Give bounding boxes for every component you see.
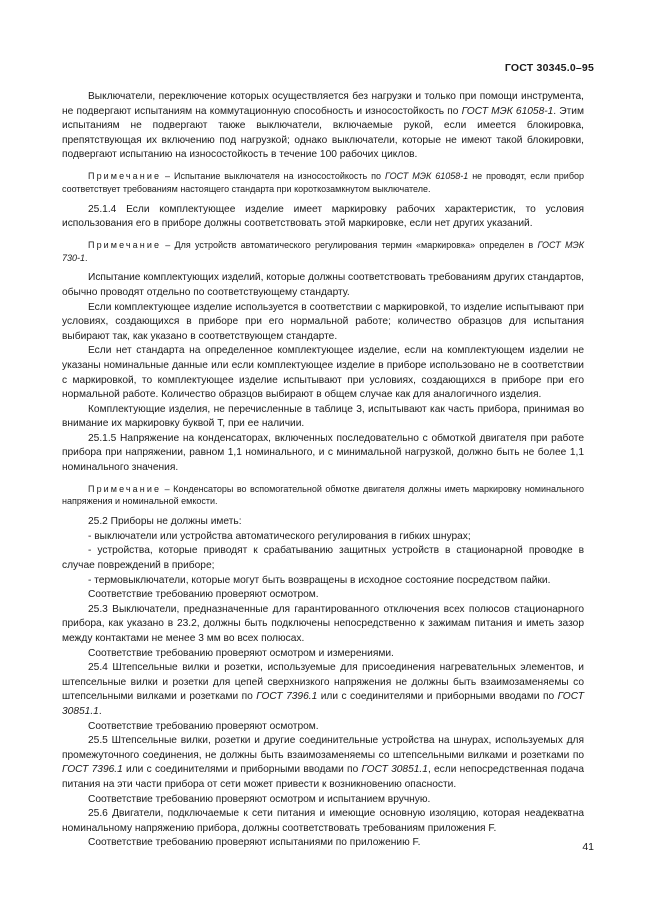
- paragraph-compliance: Соответствие требованию проверяют осмотром и измерениями.: [88, 647, 394, 659]
- note-label: Примечание: [88, 239, 162, 250]
- paragraph-25-4: 25.4 Штепсельные вилки и розетки, используемые для присоединения нагревательных элементов, и штепсельные вилки и розетки для цепей сверхнизкого напряжения не должны быть взаимозаменяемы со штепсельными вилками и розетками по ГОСТ 7396.1 или с соединителями и приборными вводами по ГОСТ 30851.1.: [62, 662, 584, 717]
- paragraph-25-5: 25.5 Штепсельные вилки, розетки и другие соединительные устройства на шнурах, используемых для промежуточного соединения, не должны быть взаимозаменяемы со штепсельными вилками и розетками по ГОСТ 7396.1 или с соединителями и приборными вводами по ГОСТ 30851.1, если непосредственная подача питания на эти части прибора от сети может привести к возникновению опасности.: [62, 735, 584, 790]
- note-label: Примечание: [88, 483, 162, 494]
- paragraph-no-standard: Если нет стандарта на определенное комплектующее изделие, если на комплектующем изделии не указаны номинальные данные или если комплектующее изделие в приборе использовано не в соответствии с маркировкой, то комплектующее изделие испытывают при условиях, создающихся в приборе при его нормальной работе. Количество образцов выбирают в общем случае как для аналогичного изделия.: [62, 345, 584, 401]
- paragraph-component-testing: Испытание комплектующих изделий, которые должны соответствовать требованиям других стандартов, обычно проводят отдельно по соответствующему стандарту.: [62, 272, 584, 298]
- paragraph-25-3: 25.3 Выключатели, предназначенные для гарантированного отключения всех полюсов стационарного прибора, как указано в 23.2, должны быть подключены непосредственно к зажимам питания и иметь зазор между контактами не менее 3 мм во всех полюсах.: [62, 603, 584, 644]
- standard-reference: ГОСТ 7396.1: [256, 691, 318, 703]
- note-label: Примечание: [88, 170, 162, 181]
- document-id-header: ГОСТ 30345.0–95: [504, 62, 594, 74]
- standard-reference: ГОСТ МЭК 61058-1: [385, 170, 469, 181]
- paragraph-compliance: Соответствие требованию проверяют испытаниями по приложению F.: [88, 837, 421, 849]
- paragraph-25-2: 25.2 Приборы не должны иметь:: [88, 516, 242, 528]
- list-item: - устройства, которые приводят к срабатыванию защитных устройств в стационарной проводке в случае повреждений в приборе;: [62, 545, 584, 572]
- paragraph-25-1-5: 25.1.5 Напряжение на конденсаторах, включенных последовательно с обмоткой двигателя при работе прибора при напряжении, равном 1,1 номинального, и с минимальной нагрузкой, должно быть не более 1,1 номинального значения.: [62, 432, 584, 474]
- list-item: - термовыключатели, которые могут быть возвращены в исходное состояние посредством пайки.: [88, 574, 551, 586]
- paragraph-25-6: 25.6 Двигатели, подключаемые к сети питания и имеющие основную изоляцию, которая неадекватна номинальному напряжению прибора, должны соответствовать требованиям приложения F.: [62, 808, 584, 834]
- paragraph-marked-component: Если комплектующее изделие используется в соответствии с маркировкой, то изделие испытывают при условиях, создающихся в приборе при его нормальной работе; количество образцов для испытания выбирают так, как указано в соответствующем стандарте.: [62, 301, 584, 342]
- standard-reference: ГОСТ 30851.1: [62, 691, 584, 717]
- paragraph-compliance: Соответствие требованию проверяют осмотром.: [88, 720, 319, 732]
- standard-reference: ГОСТ МЭК 730-1: [62, 239, 584, 263]
- list-item: - выключатели или устройства автоматического регулирования в гибких шнурах;: [88, 530, 471, 542]
- document-body: [62, 90, 584, 851]
- paragraph-table-3: Комплектующие изделия, не перечисленные в таблице 3, испытывают как часть прибора, принимая во внимание их маркировку буквой Т, при ее наличии.: [62, 403, 584, 430]
- page-number: 41: [582, 841, 594, 853]
- note-capacitors: Примечание – Конденсаторы во вспомогательной обмотке двигателя должны иметь маркировку номинального напряжения и номинальной емкости.: [62, 483, 584, 507]
- paragraph-compliance: Соответствие требованию проверяют осмотром.: [88, 589, 319, 601]
- standard-reference: ГОСТ МЭК 61058-1: [461, 105, 554, 117]
- note-endurance: Примечание – Испытание выключателя на износостойкость по ГОСТ МЭК 61058-1 не проводят, если прибор соответствует требованиям настоящего стандарта при короткозамкнутом выключателе.: [62, 170, 584, 194]
- note-marking: Примечание – Для устройств автоматического регулирования термин «маркировка» определен в ГОСТ МЭК 730-1.: [62, 239, 584, 263]
- paragraph-25-1-4: 25.1.4 Если комплектующее изделие имеет маркировку рабочих характеристик, то условия использования его в приборе должны соответствовать этой маркировке, если нет других указаний.: [62, 203, 584, 230]
- paragraph-compliance: Соответствие требованию проверяют осмотром и испытанием вручную.: [88, 793, 431, 805]
- standard-reference: ГОСТ 7396.1: [62, 764, 123, 776]
- standard-reference: ГОСТ 30851.1: [361, 764, 428, 776]
- paragraph-switches: Выключатели, переключение которых осуществляется без нагрузки и только при помощи инструмента, не подвергают испытаниям на коммутационную способность и износостойкость по ГОСТ МЭК 61058-1. Этим испытаниям не подвергают также выключатели, включаемые рукой, если имеется блокировка, препятствующая их включению под нагрузкой; однако выключатели, которые не имеют такой блокировки, подвергают испытанию на износостойкость в течение 100 рабочих циклов.: [62, 91, 584, 161]
